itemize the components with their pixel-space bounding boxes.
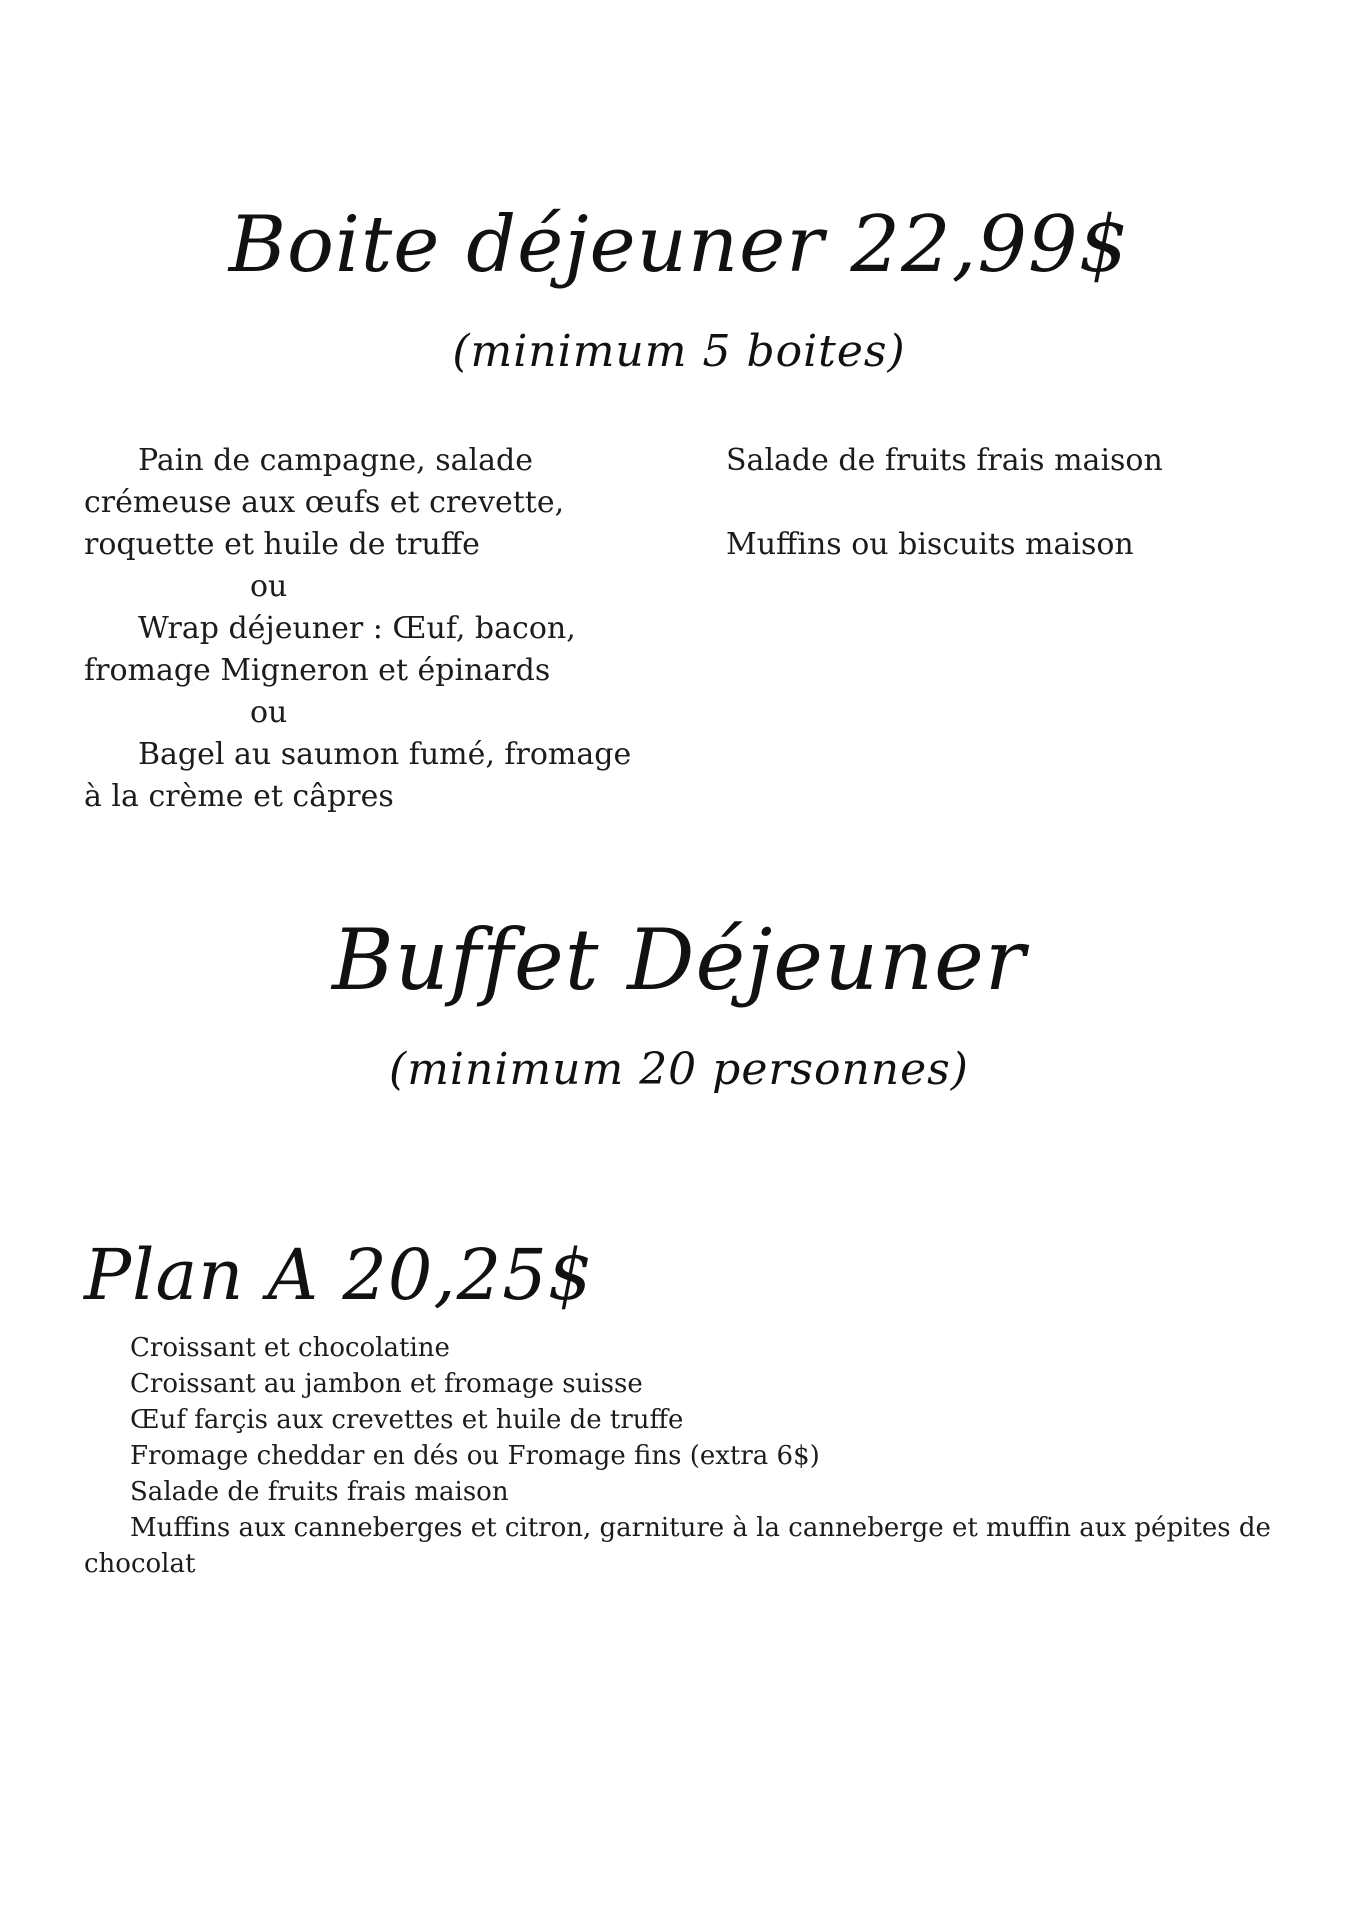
list-item: Fromage cheddar en dés ou Fromage fins (extra 6$): [130, 1441, 820, 1471]
or-separator: ou: [250, 695, 288, 730]
side-item: Muffins ou biscuits maison: [726, 527, 1134, 562]
buffet-title: Buffet Déjeuner: [331, 911, 1027, 1009]
plan-a-title: Plan A 20,25$: [84, 1234, 594, 1316]
option-line: fromage Migneron et épinards: [84, 653, 551, 688]
buffet-subtitle: (minimum 20 personnes): [389, 1044, 969, 1095]
option-line: Pain de campagne, salade: [138, 443, 533, 478]
spacer: [726, 482, 1286, 524]
plan-a-items: [84, 1330, 1304, 1582]
option-line: Bagel au saumon fumé, fromage: [138, 737, 632, 772]
side-item: Salade de fruits frais maison: [726, 443, 1163, 478]
or-separator: ou: [250, 569, 288, 604]
list-item: Salade de fruits frais maison: [130, 1477, 509, 1507]
box-lunch-subtitle: (minimum 5 boites): [452, 326, 906, 377]
box-lunch-main-options: [84, 440, 674, 818]
box-lunch-title: Boite déjeuner 22,99$: [228, 200, 1130, 290]
box-lunch-sides: [726, 440, 1286, 566]
list-item: Muffins aux canneberges et citron, garniture à la canneberge et muffin aux pépites de chocolat: [84, 1513, 1271, 1579]
list-item: Œuf farçis aux crevettes et huile de truffe: [130, 1405, 684, 1435]
option-line: crémeuse aux œufs et crevette,: [84, 485, 565, 520]
option-line: Wrap déjeuner : Œuf, bacon,: [138, 611, 576, 646]
list-item: Croissant et chocolatine: [130, 1333, 450, 1363]
list-item: Croissant au jambon et fromage suisse: [130, 1369, 643, 1399]
option-line: roquette et huile de truffe: [84, 527, 480, 562]
option-line: à la crème et câpres: [84, 779, 394, 814]
